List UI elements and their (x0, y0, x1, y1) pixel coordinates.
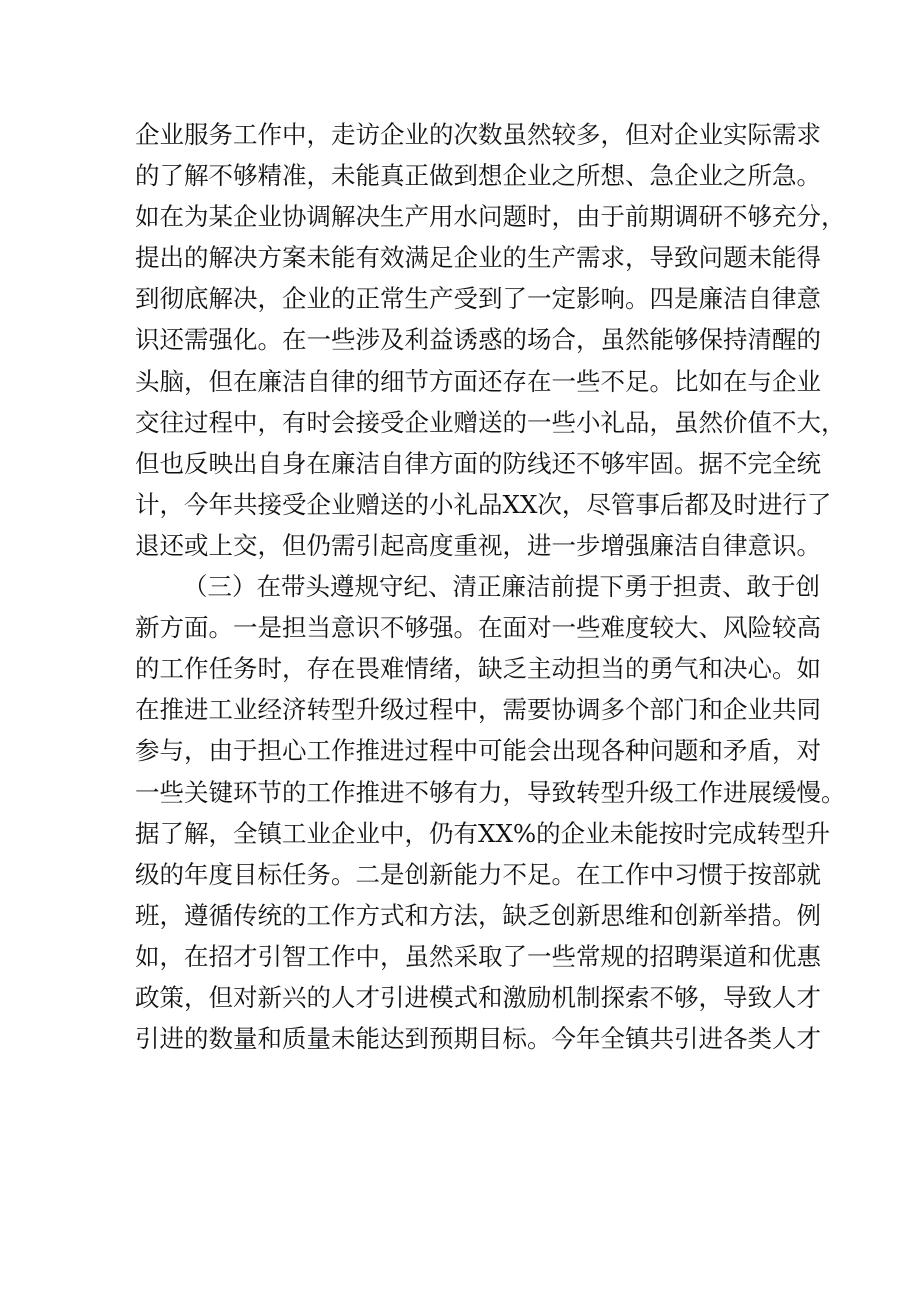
text-line: 企业服务工作中，走访企业的次数虽然较多，但对企业实际需求 (135, 120, 821, 149)
text-line: 计，今年共接受企业赠送的小礼品XX次，尽管事后都及时进行了 (135, 489, 832, 519)
text-line: 识还需强化。在一些涉及利益诱惑的场合，虽然能够保持清醒的 (135, 325, 821, 355)
text-line: 班，遵循传统的工作方式和方法，缺乏创新思维和创新举措。例 (135, 900, 821, 930)
text-line: 提出的解决方案未能有效满足企业的生产需求，导致问题未能得 (135, 243, 821, 273)
text-line: 交往过程中，有时会接受企业赠送的一些小礼品，虽然价值不大， (135, 407, 846, 437)
text-line: 一些关键环节的工作推进不够有力，导致转型升级工作进展缓慢。 (135, 777, 846, 807)
text-line: 级的年度目标任务。二是创新能力不足。在工作中习惯于按部就 (135, 859, 821, 889)
text-line: 据了解，全镇工业企业中，仍有XX%的企业未能按时完成转型升 (135, 818, 831, 848)
text-line: 如在为某企业协调解决生产用水问题时，由于前期调研不够充分， (135, 202, 846, 232)
text-line: 政策，但对新兴的人才引进模式和激励机制探索不够，导致人才 (135, 982, 821, 1012)
body-text (135, 114, 846, 1059)
text-line: 但也反映出自身在廉洁自律方面的防线还不够牢固。据不完全统 (135, 448, 821, 478)
section-heading-line: （三）在带头遵规守纪、清正廉洁前提下勇于担责、敢于创 (183, 572, 820, 602)
text-line: 如，在招才引智工作中，虽然采取了一些常规的招聘渠道和优惠 (135, 941, 821, 971)
paragraph-end-line: 退还或上交，但仍需引起高度重视，进一步增强廉洁自律意识。 (135, 530, 821, 560)
text-line: 参与，由于担心工作推进过程中可能会出现各种问题和矛盾，对 (135, 736, 821, 766)
text-line: 新方面。一是担当意识不够强。在面对一些难度较大、风险较高 (135, 613, 821, 643)
text-line: 引进的数量和质量未能达到预期目标。今年全镇共引进各类人才 (135, 1024, 821, 1054)
text-line: 的了解不够精准，未能真正做到想企业之所想、急企业之所急。 (135, 161, 821, 191)
text-line: 的工作任务时，存在畏难情绪，缺乏主动担当的勇气和决心。如 (135, 654, 821, 684)
text-line: 到彻底解决，企业的正常生产受到了一定影响。四是廉洁自律意 (135, 284, 821, 314)
text-line: 在推进工业经济转型升级过程中，需要协调多个部门和企业共同 (135, 695, 821, 725)
text-line: 头脑，但在廉洁自律的细节方面还存在一些不足。比如在与企业 (135, 366, 821, 396)
